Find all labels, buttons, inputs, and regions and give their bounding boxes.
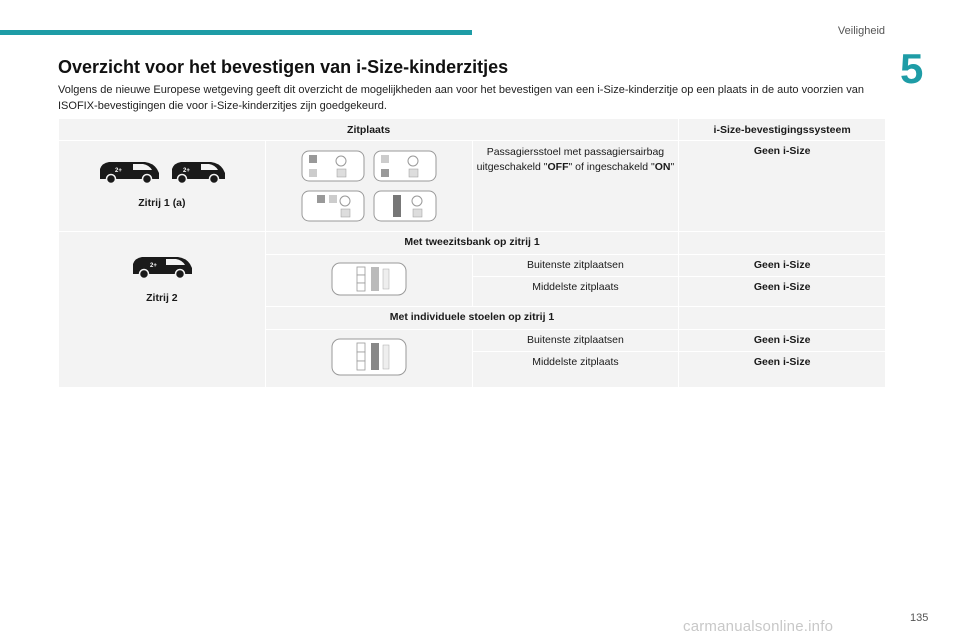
bench-diagram-cell	[265, 255, 472, 307]
svg-text:2+: 2+	[149, 263, 157, 269]
indiv-middle-label: Middelste zitplaats	[472, 352, 679, 388]
page-number: 135	[910, 612, 929, 624]
row1-diagram-cell	[265, 141, 472, 232]
van-icon	[169, 159, 227, 185]
row1-desc-mid: " of ingeschakeld "	[568, 161, 655, 173]
row1-desc-post: "	[670, 161, 675, 173]
indiv-heading-empty	[679, 307, 886, 330]
intro-paragraph: Volgens de nieuwe Europese wetgeving geeft dit overzicht de mogelijkheden aan voor het bevestigen van een i-Size-kinderzitje op een plaats in de auto voorzien van ISOFIX-bevestigingen die voor i-Size-kinderzitjes zijn goedgekeurd.	[58, 84, 864, 112]
row2-vehicle-cell	[59, 232, 266, 388]
bench-middle-value: Geen i-Size	[679, 277, 886, 307]
table-row	[59, 232, 886, 255]
row1-vehicle-cell	[59, 141, 266, 232]
row1-desc-pre: Passagiersstoel met passagiersairbag uitgeschakeld "	[476, 146, 665, 173]
header-seat: Zitplaats	[59, 119, 679, 141]
watermark: carmanualsonline.info	[683, 618, 834, 635]
section-name: Veiligheid	[837, 25, 885, 37]
svg-text:2+: 2+	[114, 168, 122, 174]
car-seat-diagram-icon	[373, 149, 437, 183]
row1-value: Geen i-Size	[679, 141, 886, 232]
row1-description-cell	[472, 141, 679, 232]
bench-heading-empty	[679, 232, 886, 255]
isize-table	[58, 118, 886, 388]
bench-outer-label: Buitenste zitplaatsen	[472, 255, 679, 277]
indiv-middle-value: Geen i-Size	[679, 352, 886, 388]
table-header-row	[59, 119, 886, 141]
header-accent-bar	[0, 30, 472, 35]
car-seat-diagram-icon	[301, 149, 365, 183]
svg-text:2+: 2+	[182, 168, 190, 174]
car-seat-diagram-icon	[301, 189, 365, 223]
car-seat-diagram-icon	[331, 337, 407, 377]
car-seat-diagram-icon	[373, 189, 437, 223]
van-icon	[97, 159, 161, 185]
header-system: i-Size-bevestigingssysteem	[679, 119, 886, 141]
row2-label: Zitrij 2	[146, 292, 178, 304]
indiv-outer-value: Geen i-Size	[679, 330, 886, 352]
van-icon	[130, 254, 194, 280]
row1-desc-on: ON	[654, 161, 671, 173]
table-row	[59, 141, 886, 232]
row1-label: Zitrij 1 (a)	[138, 197, 186, 209]
bench-middle-label: Middelste zitplaats	[472, 277, 679, 307]
row1-desc-off: OFF	[547, 161, 569, 173]
indiv-heading: Met individuele stoelen op zitrij 1	[265, 307, 678, 330]
page-title: Overzicht voor het bevestigen van i-Size-kinderzitjes	[58, 57, 509, 77]
indiv-diagram-cell	[265, 330, 472, 388]
indiv-outer-label: Buitenste zitplaatsen	[472, 330, 679, 352]
chapter-number: 5	[900, 45, 924, 92]
bench-heading: Met tweezitsbank op zitrij 1	[265, 232, 678, 255]
car-seat-diagram-icon	[331, 261, 407, 297]
bench-outer-value: Geen i-Size	[679, 255, 886, 277]
